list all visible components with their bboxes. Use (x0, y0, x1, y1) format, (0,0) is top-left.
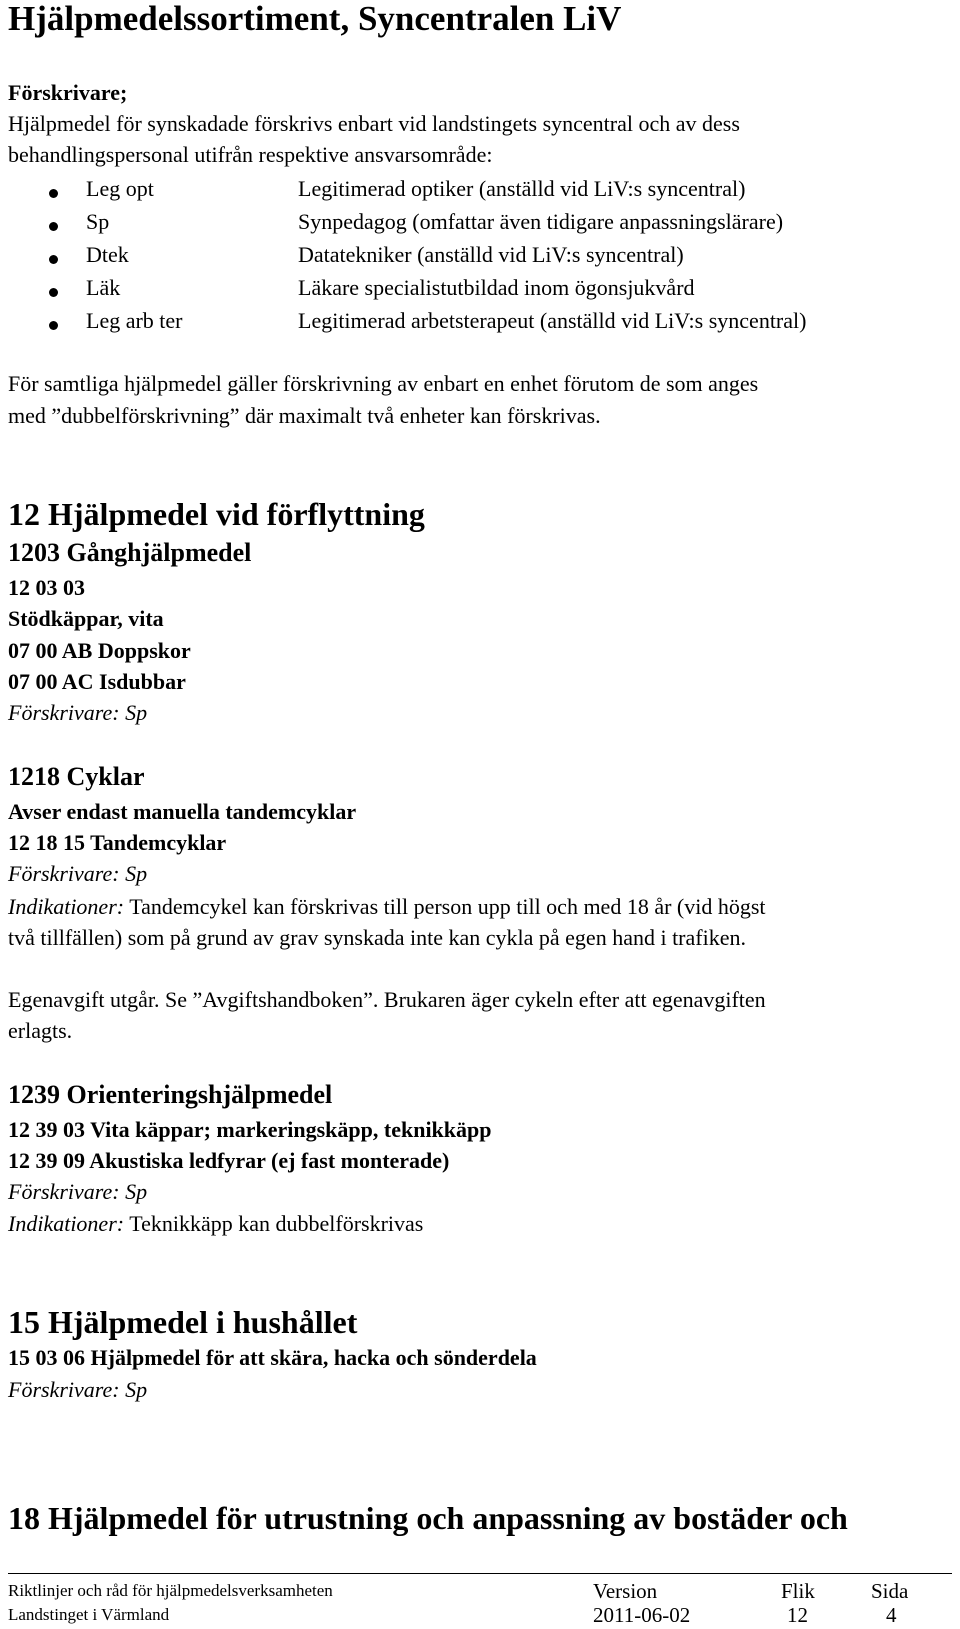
prescriber-heading: Förskrivare; (8, 80, 128, 105)
bullet-icon (49, 222, 58, 231)
scope-note: Avser endast manuella tandemcyklar (8, 799, 357, 824)
accessory-item: 07 00 AC Isdubbar (8, 669, 186, 694)
item-code: 12 03 03 (8, 575, 85, 600)
role-abbr: Leg opt (86, 176, 154, 201)
footer-version-value: 2011-06-02 (593, 1603, 691, 1627)
accessory-item: 07 00 AB Doppskor (8, 638, 191, 663)
subsection-1218-heading: 1218 Cyklar (8, 762, 145, 791)
prescriber-note: Förskrivare: Sp (8, 700, 148, 725)
indication-text: Tandemcykel kan förskrivas till person upp till och med 18 år (vid högst (124, 894, 766, 919)
fee-note-line1: Egenavgift utgår. Se ”Avgiftshandboken”. Brukaren äger cykeln efter att egenavgiften (8, 987, 766, 1012)
bullet-icon (49, 321, 58, 330)
section-15-heading: 15 Hjälpmedel i hushållet (8, 1304, 358, 1340)
item-name: 12 39 03 Vita käppar; markeringskäpp, teknikkäpp (8, 1117, 492, 1142)
footer-divider (8, 1573, 952, 1574)
role-abbr: Läk (86, 275, 121, 300)
role-desc: Synpedagog (omfattar även tidigare anpassningslärare) (298, 209, 784, 234)
indication-line1 (8, 893, 766, 921)
document-title: Hjälpmedelssortiment, Syncentralen LiV (8, 0, 622, 38)
footer-document-name: Riktlinjer och råd för hjälpmedelsverksamheten (8, 1581, 333, 1600)
role-abbr: Leg arb ter (86, 308, 183, 333)
item-name: Stödkäppar, vita (8, 606, 164, 631)
role-desc: Datatekniker (anställd vid LiV:s syncentral) (298, 242, 684, 267)
item-name: 12 39 09 Akustiska ledfyrar (ej fast monterade) (8, 1148, 450, 1173)
footer-version-label: Version (593, 1579, 658, 1603)
role-abbr: Sp (86, 209, 110, 234)
quantity-note-line1: För samtliga hjälpmedel gäller förskrivning av enbart en enhet förutom de som anges (8, 371, 759, 396)
prescriber-note: Förskrivare: Sp (8, 1377, 148, 1402)
footer-flik-label: Flik (781, 1579, 815, 1603)
indication-text: Teknikkäpp kan dubbelförskrivas (124, 1211, 424, 1236)
bullet-icon (49, 255, 58, 264)
indication-line1 (8, 1210, 423, 1238)
role-abbr: Dtek (86, 242, 129, 267)
fee-note-line2: erlagts. (8, 1018, 73, 1043)
subsection-1203-heading: 1203 Gånghjälpmedel (8, 538, 252, 567)
role-desc: Läkare specialistutbildad inom ögonsjukvård (298, 275, 695, 300)
bullet-icon (49, 288, 58, 297)
item-name: 12 18 15 Tandemcyklar (8, 830, 227, 855)
role-desc: Legitimerad optiker (anställd vid LiV:s syncentral) (298, 176, 746, 201)
prescriber-note: Förskrivare: Sp (8, 861, 148, 886)
role-desc: Legitimerad arbetsterapeut (anställd vid LiV:s syncentral) (298, 308, 807, 333)
footer-sida-label: Sida (871, 1579, 909, 1603)
subsection-1239-heading: 1239 Orienteringshjälpmedel (8, 1080, 333, 1109)
footer-flik-value: 12 (787, 1603, 808, 1627)
indication-label: Indikationer: (8, 1211, 125, 1236)
item-name: 15 03 06 Hjälpmedel för att skära, hacka och sönderdela (8, 1345, 537, 1370)
bullet-icon (49, 189, 58, 198)
footer-sida-value: 4 (886, 1603, 897, 1627)
indication-line2: två tillfällen) som på grund av grav synskada inte kan cykla på egen hand i trafiken. (8, 925, 746, 950)
footer-organization: Landstinget i Värmland (8, 1605, 170, 1624)
prescriber-note: Förskrivare: Sp (8, 1179, 148, 1204)
section-12-heading: 12 Hjälpmedel vid förflyttning (8, 496, 425, 532)
intro-text-line1: Hjälpmedel för synskadade förskrivs enbart vid landstingets syncentral och av dess (8, 111, 740, 136)
intro-text-line2: behandlingspersonal utifrån respektive ansvarsområde: (8, 142, 493, 167)
indication-label: Indikationer: (8, 894, 125, 919)
section-18-heading: 18 Hjälpmedel för utrustning och anpassning av bostäder och (8, 1500, 848, 1536)
quantity-note-line2: med ”dubbelförskrivning” där maximalt två enheter kan förskrivas. (8, 403, 601, 428)
